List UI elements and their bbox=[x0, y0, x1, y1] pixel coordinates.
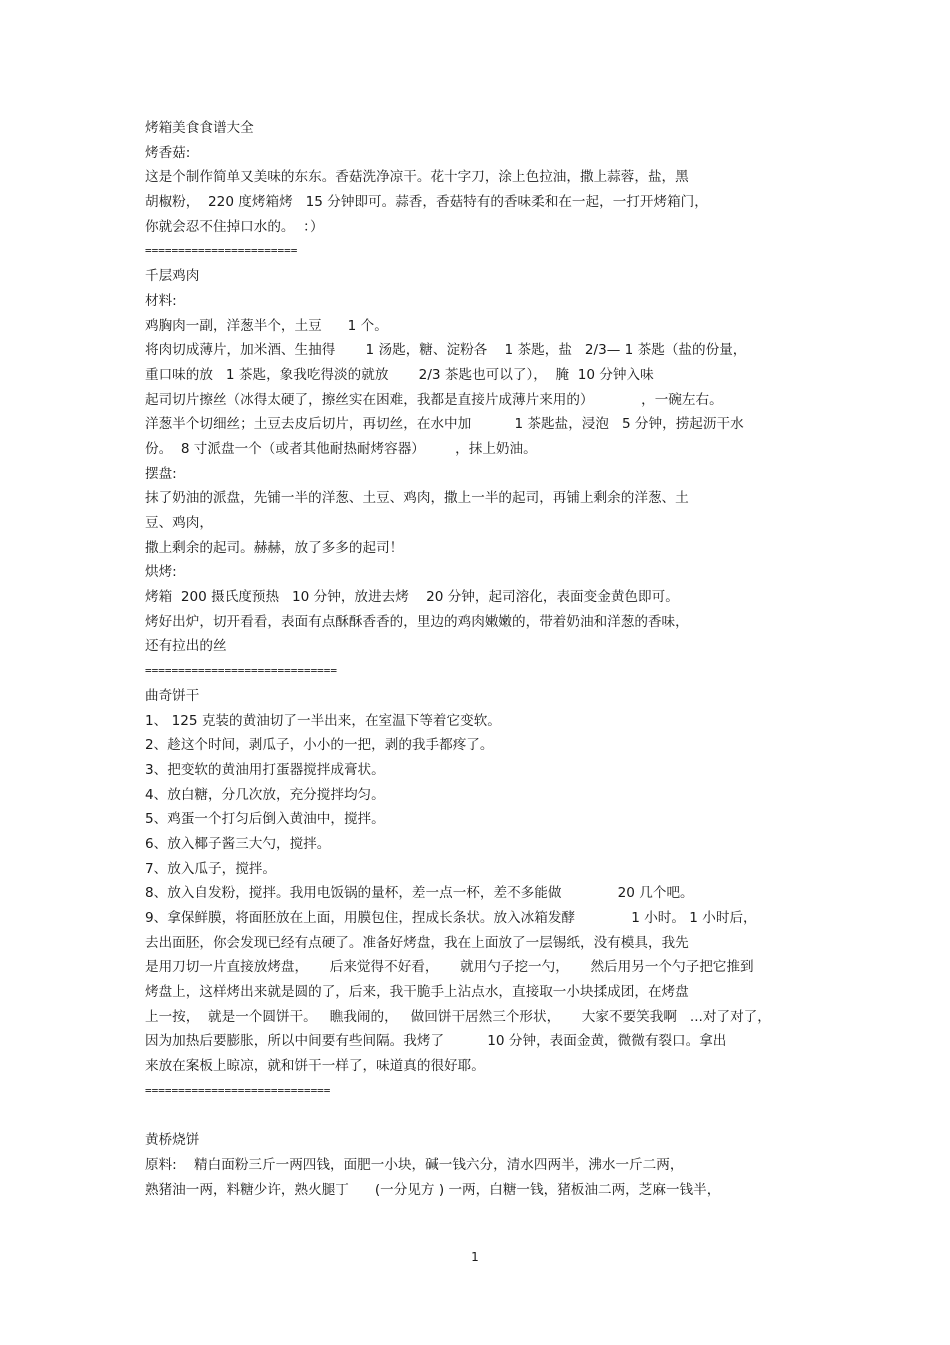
text-line: 因为加热后要膨胀，所以中间要有些间隔。我烤了 10 分钟，表面金黄，微微有裂口。拿出 bbox=[145, 1033, 727, 1050]
text-line: 2、趁这个时间，剥瓜子，小小的一把，剥的我手都疼了。 bbox=[145, 737, 494, 754]
text-line: 烤香菇: bbox=[145, 144, 191, 161]
text-line: 4、放白糖，分几次放，充分搅拌均匀。 bbox=[145, 786, 385, 803]
separator-line: ======================= bbox=[145, 244, 298, 258]
text-line: 你就会忍不住掉口水的。 ：） bbox=[145, 218, 324, 235]
text-line: 鸡胸肉一副，洋葱半个，土豆 1 个。 bbox=[145, 317, 388, 334]
text-line: 7、放入瓜子，搅拌。 bbox=[145, 860, 276, 877]
text-line: 胡椒粉， 220 度烤箱烤 15 分钟即可。蒜香，香菇特有的香味柔和在一起，一打开烤箱门， bbox=[145, 194, 708, 211]
text-line: 烤盘上，这样烤出来就是圆的了，后来，我干脆手上沾点水，直接取一小块揉成团，在烤盘 bbox=[145, 984, 689, 1001]
separator-line: ============================ bbox=[145, 1083, 331, 1097]
text-line: 烤好出炉，切开看看，表面有点酥酥香香的，里边的鸡肉嫩嫩的，带着奶油和洋葱的香味， bbox=[145, 613, 689, 630]
text-line: 曲奇饼干 bbox=[145, 687, 200, 704]
blank-line bbox=[145, 1104, 825, 1129]
text-line: 5、鸡蛋一个打匀后倒入黄油中，搅拌。 bbox=[145, 811, 385, 828]
document-body bbox=[145, 116, 825, 1202]
text-line: 8、放入自发粉，搅拌。我用电饭锅的量杯，差一点一杯，差不多能做 20 几个吧。 bbox=[145, 885, 694, 902]
text-line: 这是个制作简单又美味的东东。香菇洗净凉干。花十字刀，涂上色拉油，撒上蒜蓉，盐，黑 bbox=[145, 169, 689, 186]
text-line: 洋葱半个切细丝；土豆去皮后切片，再切丝，在水中加 1 茶匙盐，浸泡 5 分钟，捞起沥干水 bbox=[145, 416, 744, 433]
text-line: 烘烤: bbox=[145, 564, 177, 581]
text-line: 摆盘: bbox=[145, 465, 177, 482]
separator-line: ============================= bbox=[145, 664, 338, 678]
text-line: 材料: bbox=[145, 292, 177, 309]
text-line: 重口味的放 1 茶匙，象我吃得淡的就放 2/3 茶匙也可以了）， 腌 10 分钟入味 bbox=[145, 366, 654, 383]
text-line: 烤箱美食食谱大全 bbox=[145, 120, 254, 136]
text-line: 豆、鸡肉， bbox=[145, 515, 213, 531]
text-line: 9、拿保鲜膜，将面胚放在上面，用膜包住，捏成长条状。放入冰箱发酵 1 小时。 1 小时后， bbox=[145, 910, 757, 926]
text-line: 黄桥烧饼 bbox=[145, 1132, 200, 1149]
page-number: 1 bbox=[471, 1250, 479, 1264]
text-line: 上一按， 就是一个圆饼干。 瞧我闹的， 做回饼干居然三个形状， 大家不要笑我啊 ...对了对了， bbox=[145, 1008, 771, 1025]
text-line: 原料: 精白面粉三斤一两四钱，面肥一小块，碱一钱六分，清水四两半，沸水一斤二两， bbox=[145, 1156, 684, 1173]
text-line: 抹了奶油的派盘，先铺一半的洋葱、土豆、鸡肉，撒上一半的起司，再铺上剩余的洋葱、土 bbox=[145, 490, 689, 507]
text-line: 来放在案板上晾凉，就和饼干一样了，味道真的很好耶。 bbox=[145, 1058, 485, 1075]
text-line: 还有拉出的丝 bbox=[145, 638, 227, 655]
text-line: 起司切片擦丝（冰得太硬了，擦丝实在困难，我都是直接片成薄片来用的） ，一碗左右。 bbox=[145, 391, 723, 408]
text-line: 3、把变软的黄油用打蛋器搅拌成膏状。 bbox=[145, 761, 385, 778]
text-line: 千层鸡肉 bbox=[145, 268, 200, 285]
text-line: 6、放入椰子酱三大勺，搅拌。 bbox=[145, 835, 331, 852]
text-line: 份。 8 寸派盘一个（或者其他耐热耐烤容器） ，抹上奶油。 bbox=[145, 440, 537, 457]
text-line: 撒上剩余的起司。赫赫，放了多多的起司！ bbox=[145, 539, 404, 556]
text-line: 去出面胚，你会发现已经有点硬了。准备好烤盘，我在上面放了一层锡纸，没有模具，我先 bbox=[145, 934, 689, 951]
text-line: 熟猪油一两，料糖少许，熟火腿丁 (一分见方 ) 一两，白糖一钱，猪板油二两，芝麻一钱半， bbox=[145, 1181, 721, 1198]
text-line: 烤箱 200 摄氏度预热 10 分钟，放进去烤 20 分钟，起司溶化，表面变金黄色即可。 bbox=[145, 589, 679, 606]
text-line: 将肉切成薄片，加米酒、生抽得 1 汤匙，糖、淀粉各 1 茶匙，盐 2/3— 1 茶匙（盐的份量， bbox=[145, 342, 747, 359]
text-line: 是用刀切一片直接放烤盘， 后来觉得不好看， 就用勺子挖一勺， 然后用另一个勺子把它推到 bbox=[145, 959, 754, 976]
text-line: 1、 125 克装的黄油切了一半出来，在室温下等着它变软。 bbox=[145, 712, 501, 729]
